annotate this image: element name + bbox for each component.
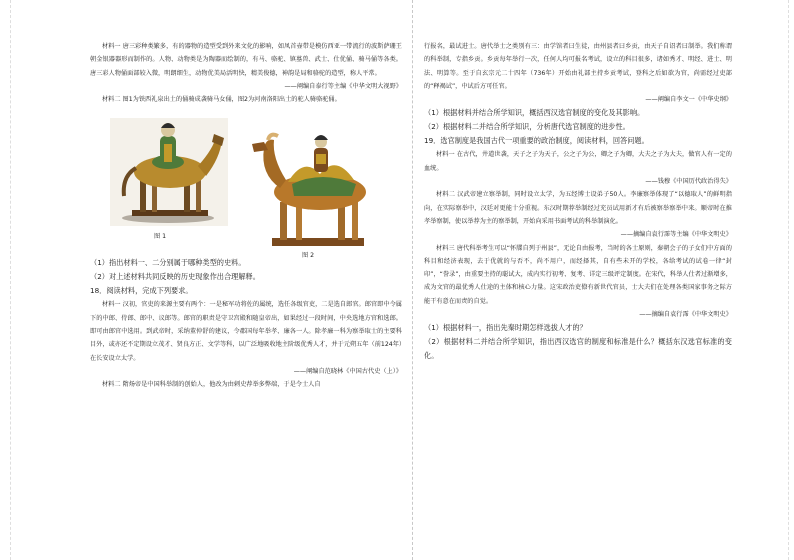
question-19-2: （2）根据材料二并结合所学知识，指出西汉选官的制度和标准是什么？概括东汉选官标准的变化。 (424, 337, 732, 361)
binding-margin-left (4, 0, 11, 560)
question-18-2: （2）根据材料二并结合所学知识，分析唐代选官制度的进步性。 (424, 122, 630, 132)
figure-1-caption: 图 1 (154, 233, 167, 241)
column-divider (412, 0, 413, 560)
question-19-material-1: 材料一 在古代，井道世袭，天子之子为天子，公之子为公，卿之子为卿，大夫之子为大夫，做官人有一定的血统。 (424, 151, 732, 172)
binding-margin-right (782, 0, 789, 560)
material-2-text: 材料二 图1为铁西礼泉出土的俑骑成袭骑马女俑，图2为河南洛阳出土的驼人骑骆驼俑。 (102, 96, 341, 104)
right-column (424, 40, 732, 363)
question-17-1: （1）指出材料一、二分别属于哪种类型的史料。 (90, 258, 246, 268)
question-19-material-1-source: ——钱穆《中国历代政治得失》 (645, 178, 732, 186)
question-19-1: （1）根据材料一，指出先秦时期怎样选拔人才的？ (424, 323, 587, 333)
question-19-material-2: 材料二 汉武帝建立察举制，同时设立太学，为五经博士设弟子50人。李廉察举体现了“以德取人”的鲜明指向，在实际察举中，汉廷对更能十分重视。东汉时期荐举制经过充员试用新才有后被察举察举中来。顺帝时在推孝举察制，使以举荐为主的察举制，开始向采用书面考试的科举制演化。 (424, 191, 732, 225)
question-18-material-2-cont: 行报名，最试进士。唐代举士之类别有三：由学馆者曰生徒，由州县者曰乡贡，由天子自诏者曰制举。我们称谓的科举制，专指乡贡。乡贡每年举行一次，任何人均可报名考试，设立的科目很多，诸如秀才、明经、进士、明法、明算等。至于自玄宗元二十四年（736年）开始由礼部主持乡贡考试，登科之后如欲为官，尚需经过吏部的“释褐试”，中试后方可任官。 (424, 43, 732, 90)
material-1-source: ——阐编自泰行等主编《中华文明大视野》 (284, 82, 402, 90)
question-18-material-2-source: ——阐编自李文一《中华史纲》 (645, 96, 732, 104)
question-17-2: （2）对上述材料共同反映的历史现象作出合理解释。 (90, 272, 260, 282)
question-18-material-1-source: ——阐编自范晓林《中国古代史（上）》 (293, 367, 402, 375)
question-19-material-2-source: ——摘编自袁行霈等主编《中华文明史》 (620, 231, 732, 239)
figures (90, 106, 402, 260)
figure-2-caption: 图 2 (302, 252, 315, 260)
tang-sancai-camel-rider-figure (242, 118, 382, 252)
question-18-1: （1）根据材料并结合所学知识，概括西汉选官制度的变化及其影响。 (424, 108, 645, 118)
question-19-material-3: 材料三 唐代科举考生可以“怀牒自列于州县”，无论自由报考，当时的各士原则，秦朝会子的子女们中方面的科目和经济表现，去于优就的与否不，尚不用户，而经择其，自有些未开的学校，各给考试的试卷一律“封印”，“誊录”，由重要主持的聪试大，成内实行初考、复考、详定三级评定制度。在宋代，科举人仕者过渐增多，成为文官的最优秀人仕途的主体和核心力量。这宋政治吏僚有新世代官员，士大夫们在处理各类国家事务之际方能干有意在而责的自觉。 (424, 244, 732, 305)
question-18-material-1: 材料一 汉初，官吏的来源主要有两个：一是秘军功将佐的属统，选任各级官吏，二是选自郎官。郎官即中令属下的中郎、侍郎、郎中、议郎等。郎官的职责是守卫宫殿和随皇帝出，如果经过一段时间，中央选地方官和选郎。即可由郎官中选用。到武帝时，采纳董仲舒的建议，令郡国每年举孝、廉各一人。除孝廉一科为察举取士的主要科目外，或亦还不定期设立茂才、贤良方正、文学等科，以广泛地吸收地主阶级优秀人才，并于元朔五年（前124年）在长安设立太学。 (90, 301, 402, 362)
question-18-material-2-start: 材料二 隋炀帝是中国科举制的创始人，他改为由刺史荐举多弊端，于是令士人自 (102, 381, 321, 389)
tang-sancai-horse-rider-figure (110, 118, 228, 226)
left-column (90, 40, 402, 392)
question-19-heading: 19．选官制度是我国古代一项重要的政治制度，阅读材料，回答问题。 (424, 136, 649, 146)
question-19-material-3-source: ——摘编自袁行霈《中华文明史》 (639, 311, 732, 319)
question-18-heading: 18．阅读材料，完成下列要求。 (90, 286, 193, 296)
material-1-text: 材料一 唐三彩种类繁多，有的器物的造型受到外来文化的影响，如凤首壶带是模仿西亚一带流行的波斯萨珊王朝金银器器形而制作的。人物、动物类是为陶器而绘制的，有马、骆驼、镇墓兽、武士、仕优俑、骑马俑等各类。唐三彩人物俑面部较入微，明朗细生，动物优美局活明快，精美俊德，神韵是局和骆驼的造型，称人平常。 (90, 43, 402, 77)
